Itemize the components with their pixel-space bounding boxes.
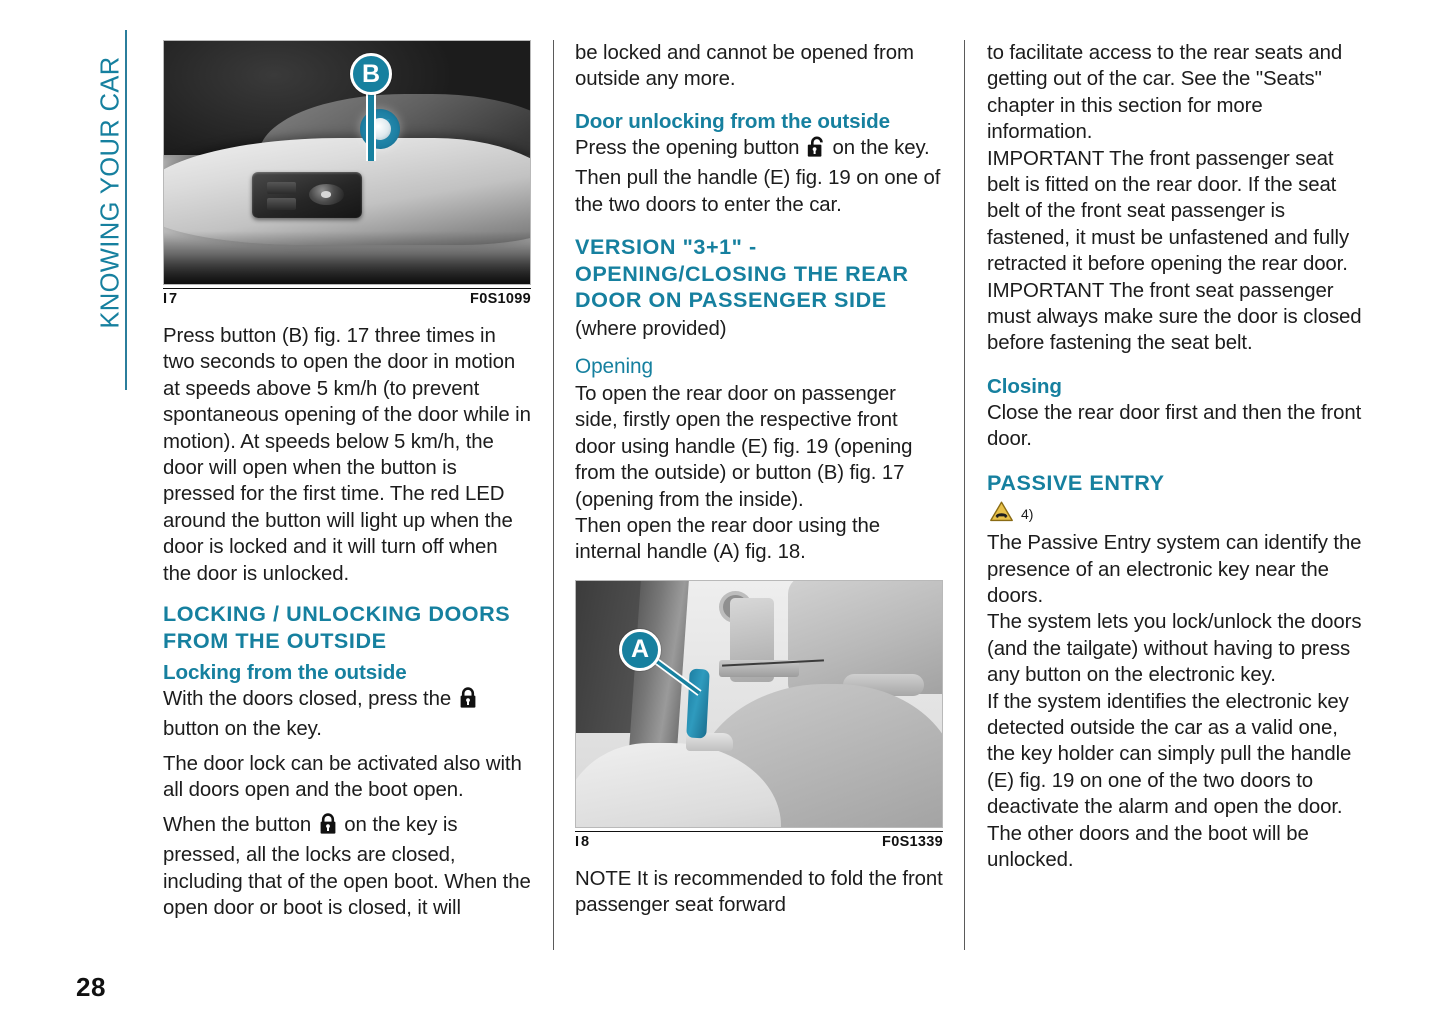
heading-locking-unlocking-doors: LOCKING / UNLOCKING DOORS FROM THE OUTSIDE (163, 601, 511, 653)
c1-paragraph-1: Press button (B) fig. 17 three times in two seconds to open the door in motion at speeds above 5 km/h (to prevent spontaneous opening of the door while in motion). At speeds below 5 km/h, the door will open when the button is pressed for the first time. The red LED around the button will light up when the door is locked and it will turn off when the door is unlocked. (163, 325, 531, 585)
column-1 (163, 40, 531, 921)
warning-reference-number: 4) (1021, 506, 1034, 523)
callout-b-leader (366, 93, 376, 161)
c3-paragraph-4: Close the rear door first and then the front door. (987, 401, 1362, 451)
c1-p2-text-before: With the doors closed, press the (163, 688, 457, 711)
c2-paragraph-1: be locked and cannot be opened from outside any more. (575, 42, 914, 91)
column-2 (575, 40, 943, 919)
window-switch-panel (252, 172, 362, 218)
heading-version-3plus1: VERSION "3+1" - OPENING/CLOSING THE REAR DOOR ON PASSENGER SIDE (575, 234, 909, 313)
c3-paragraph-6: The system lets you lock/unlock the doors (and the tailgate) without having to press any button on the electronic key. (987, 611, 1362, 687)
c1-p4-text-after: on the key is pressed, all the locks are closed, including that of the open boot. When the open door or boot is closed, it will (163, 813, 531, 919)
warning-reference-row (989, 500, 1362, 528)
figure-17-caption (163, 288, 531, 307)
callout-a: A (619, 629, 661, 671)
c3-paragraph-1: to facilitate access to the rear seats and getting out of the car. See the "Seats" chapter in this section for more information. (987, 42, 1343, 144)
c1-paragraph-3: The door lock can be activated also with all doors open and the boot open. (163, 752, 522, 802)
figure-18-code: F0S1339 (882, 833, 943, 850)
figure-17-code: F0S1099 (470, 291, 531, 307)
c2-paragraph-4: Then open the rear door using the internal handle (A) fig. 18. (575, 514, 881, 564)
section-tab-label: KNOWING YOUR CAR (96, 56, 125, 329)
subheading-closing: Closing (987, 374, 1062, 398)
c2-note: NOTE It is recommended to fold the front passenger seat forward (575, 867, 943, 917)
subheading-opening: Opening (575, 354, 653, 378)
figure-18 (575, 580, 943, 850)
c1-p2-text-after: button on the key. (163, 718, 322, 741)
c1-p4-text-before: When the button (163, 813, 317, 836)
c2-paragraph-2 (575, 135, 943, 218)
c2-p2-text-before: Press the opening button (575, 136, 805, 159)
lock-closed-icon (318, 813, 338, 842)
subheading-door-unlocking-from-outside: Door unlocking from the outside (575, 109, 890, 133)
page-number: 28 (76, 972, 106, 1002)
heading-passive-entry: PASSIVE ENTRY (987, 469, 1165, 495)
c2-p2-text-after: on the key. Then pull the handle (E) fig. 19 on one of the two doors to enter the car. (575, 136, 941, 216)
figure-17-image (163, 40, 531, 285)
callout-a-leader (576, 581, 942, 827)
figure-18-caption (575, 831, 943, 850)
figure-18-number: I8 (575, 833, 592, 850)
column-separator-2 (964, 40, 965, 950)
subheading-locking-from-outside: Locking from the outside (163, 661, 407, 685)
figure-17 (163, 40, 531, 307)
mirror-adjust-knob (309, 184, 344, 205)
warning-triangle-car-icon (989, 500, 1014, 528)
c1-paragraph-2 (163, 686, 531, 743)
c2-paragraph-3: To open the rear door on passenger side, firstly open the respective front door using handle (E) fig. 19 (opening from the outside) or button (B) fig. 17 (opening from the inside). (575, 382, 913, 511)
callout-b: B (350, 53, 392, 95)
column-separator-1 (553, 40, 554, 950)
lock-open-icon (806, 136, 826, 165)
c3-paragraph-2: IMPORTANT The front passenger seat belt is fitted on the rear door. If the seat belt of the front seat passenger is fastened, it must be unfastened and fully retracted it before opening the rear door. (987, 147, 1350, 276)
section-tab-rule (125, 30, 127, 390)
c3-paragraph-5: The Passive Entry system can identify the presence of an electronic key near the doors. (987, 532, 1362, 607)
figure-17-number: I7 (163, 291, 180, 307)
section-tab (78, 30, 138, 390)
lock-closed-icon (458, 687, 478, 716)
c1-paragraph-4 (163, 812, 531, 922)
column-3 (987, 40, 1362, 873)
c3-paragraph-7: If the system identifies the electronic key detected outside the car as a valid one, the key holder can simply pull the handle (E) fig. 19 on one of the two doors to deactivate the alarm and open the door. The other doors and the boot will be unlocked. (987, 690, 1352, 872)
c3-paragraph-3: IMPORTANT The front seat passenger must always make sure the door is closed before fastening the seat belt. (987, 279, 1362, 355)
c2-where-provided: (where provided) (575, 317, 727, 340)
figure-18-image (575, 580, 943, 828)
